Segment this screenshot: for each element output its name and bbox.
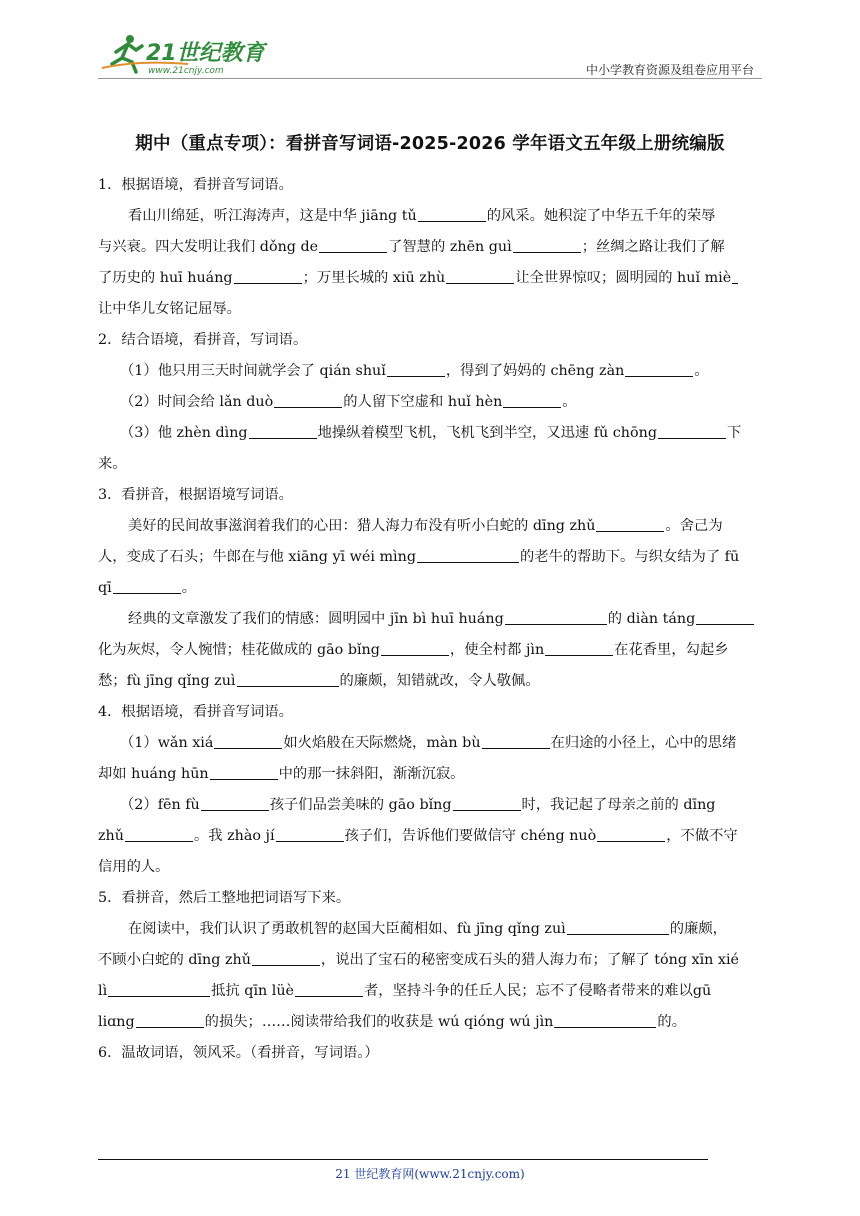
answer-blank[interactable] — [453, 792, 521, 811]
question-3-line: 人，变成了石头；牛郎在与他 xiāng yī wéi mìng 的老牛的帮助下。与织女结为了 fū — [98, 542, 762, 573]
question-1-stem: 1．根据语境，看拼音写词语。 — [98, 177, 293, 193]
question-2-item-3: （3）他 zhèn dìng 地操纵着模型飞机，飞机飞到半空，又迅速 fǔ chōng 下 — [98, 418, 762, 449]
question-4-stem: 4．根据语境，看拼音写词语。 — [98, 704, 293, 720]
page-title: 期中（重点专项）：看拼音写词语-2025-2026 学年语文五年级上册统编版 — [135, 134, 725, 154]
answer-blank[interactable] — [554, 1009, 656, 1028]
question-3-line: 化为灰烬，令人惋惜；桂花做成的 gāo bǐng ，使全村都 jìn 在花香里，勾起乡 — [98, 635, 762, 666]
footer-text: 21 世纪教育网(www.21cnjy.com) — [335, 1167, 525, 1181]
question-6-stem: 6．温故词语，领风采。（看拼音，写词语。） — [98, 1045, 379, 1061]
answer-blank[interactable] — [658, 420, 726, 439]
answer-blank[interactable] — [113, 575, 181, 594]
logo-21cnjy — [98, 30, 298, 78]
answer-blank[interactable] — [596, 513, 664, 532]
answer-blank[interactable] — [505, 606, 607, 625]
answer-blank[interactable] — [276, 823, 344, 842]
question-1-line: 看山川绵延，听江海涛声，这是中华 jiāng tǔ 的风采。她积淀了中华五千年的荣辱 — [98, 201, 762, 232]
answer-blank[interactable] — [237, 668, 339, 687]
question-3-line: qī 。 — [98, 573, 762, 604]
answer-blank[interactable] — [387, 358, 445, 377]
question-2-stem: 2．结合语境，看拼音，写词语。 — [98, 332, 308, 348]
answer-blank[interactable] — [252, 947, 320, 966]
question-5-line: 在阅读中，我们认识了勇敢机智的赵国大臣蔺相如、fù jīng qǐng zuì 的廉颇， — [98, 914, 762, 945]
header-platform-text: 中小学教育资源及组卷应用平台 — [585, 63, 754, 77]
answer-blank[interactable] — [696, 606, 754, 625]
answer-blank[interactable] — [545, 637, 613, 656]
question-1-line: 了历史的 huī huáng ；万里长城的 xiū zhù 让全世界惊叹；圆明园的 huǐ miè — [98, 263, 762, 294]
answer-blank[interactable] — [319, 234, 387, 253]
logo-text: 21世纪教育 — [146, 41, 265, 66]
question-5-line: lì 抵抗 qīn lüè 者，坚持斗争的任丘人民；忘不了侵略者带来的难以gū — [98, 976, 762, 1007]
worksheet-content — [98, 170, 762, 1069]
logo-url: www.21cnjy.com — [148, 66, 224, 76]
answer-blank[interactable] — [125, 823, 193, 842]
answer-blank[interactable] — [418, 203, 486, 222]
question-2-line: 来。 — [98, 456, 127, 472]
question-4-line: 却如 huáng hūn 中的那一抹斜阳，渐渐沉寂。 — [98, 759, 762, 790]
answer-blank[interactable] — [625, 358, 693, 377]
answer-blank[interactable] — [503, 389, 561, 408]
answer-blank[interactable] — [417, 544, 519, 563]
question-4-line: zhǔ 。我 zhào jí 孩子们，告诉他们要做信守 chéng nuò ，不做不守 — [98, 821, 762, 852]
question-3-line: 愁；fù jīng qǐng zuì 的廉颇，知错就改，令人敬佩。 — [98, 666, 762, 697]
question-5-line: liɑng 的损失；……阅读带给我们的收获是 wú qióng wú jìn 的。 — [98, 1007, 762, 1038]
question-3-stem: 3．看拼音，根据语境写词语。 — [98, 487, 293, 503]
answer-blank[interactable] — [214, 730, 282, 749]
answer-blank[interactable] — [482, 730, 550, 749]
header — [98, 30, 762, 80]
answer-blank[interactable] — [732, 265, 738, 284]
question-4-item-2: （2）fēn fù 孩子们品尝美味的 gāo bǐng 时，我记起了母亲之前的 dīng — [98, 790, 762, 821]
question-1-line: 与兴衰。四大发明让我们 dǒng de 了智慧的 zhēn guì ；丝绸之路让我们了解 — [98, 232, 762, 263]
answer-blank[interactable] — [513, 234, 581, 253]
answer-blank[interactable] — [234, 265, 302, 284]
answer-blank[interactable] — [567, 916, 669, 935]
answer-blank[interactable] — [108, 978, 210, 997]
answer-blank[interactable] — [597, 823, 665, 842]
footer-divider — [98, 1159, 708, 1160]
answer-blank[interactable] — [381, 637, 449, 656]
answer-blank[interactable] — [295, 978, 363, 997]
question-2-item-2: （2）时间会给 lǎn duò 的人留下空虚和 huǐ hèn 。 — [98, 387, 762, 418]
question-3-line: 美好的民间故事滋润着我们的心田：猎人海力布没有听小白蛇的 dīng zhǔ 。舍己为 — [98, 511, 762, 542]
question-1-line: 让中华儿女铭记屈辱。 — [98, 301, 241, 317]
question-5-stem: 5．看拼音，然后工整地把词语写下来。 — [98, 890, 351, 906]
question-4-line: 信用的人。 — [98, 859, 170, 875]
header-divider — [98, 78, 762, 79]
question-2-item-1: （1）他只用三天时间就学会了 qián shuǐ ，得到了妈妈的 chēng zàn 。 — [98, 356, 762, 387]
question-3-line: 经典的文章激发了我们的情感：圆明园中 jīn bì huī huáng 的 diàn táng — [98, 604, 762, 635]
question-5-line: 不顾小白蛇的 dīng zhǔ ，说出了宝石的秘密变成石头的猎人海力布；了解了 tóng xīn xié — [98, 945, 762, 976]
answer-blank[interactable] — [274, 389, 342, 408]
answer-blank[interactable] — [210, 761, 278, 780]
answer-blank[interactable] — [249, 420, 317, 439]
answer-blank[interactable] — [446, 265, 514, 284]
question-4-item-1: （1）wǎn xiá 如火焰般在天际燃烧，màn bù 在归途的小径上，心中的思绪 — [98, 728, 762, 759]
answer-blank[interactable] — [201, 792, 269, 811]
answer-blank[interactable] — [136, 1009, 204, 1028]
